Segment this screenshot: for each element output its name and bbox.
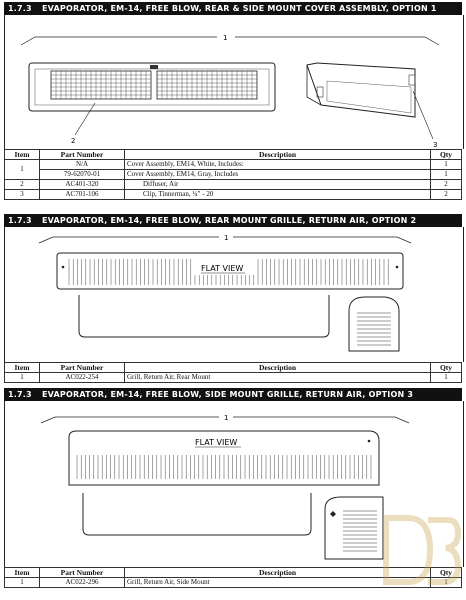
- section-title: EVAPORATOR, EM-14, FREE BLOW, REAR MOUNT GRILLE, RETURN AIR, OPTION 2: [42, 216, 417, 225]
- cell-part: N/A: [40, 160, 125, 170]
- cell-desc: Grill, Return Air, Rear Mount: [125, 373, 431, 383]
- table-row: [5, 170, 462, 180]
- section-header-option-3: [4, 388, 462, 401]
- cell-desc: Cover Assembly, EM14, White, Includes:: [125, 160, 431, 170]
- col-item: Item: [5, 150, 40, 160]
- cell-part: AC401-320: [40, 180, 125, 190]
- callout-2: 2: [71, 137, 76, 145]
- table-row: [5, 190, 462, 200]
- section-title: EVAPORATOR, EM-14, FREE BLOW, REAR & SIDE MOUNT COVER ASSEMBLY, OPTION 1: [42, 4, 437, 13]
- callout-1: 1: [224, 414, 229, 422]
- cell-item: 3: [5, 190, 40, 200]
- cell-item: 1: [5, 160, 40, 180]
- col-item: Item: [5, 568, 40, 578]
- section-number: 1.7.3: [8, 216, 32, 225]
- section-header-option-2: [4, 214, 462, 227]
- flat-view-label: FLAT VIEW: [201, 264, 244, 273]
- cell-desc: Clip, Tinnerman, ¼" - 20: [125, 190, 431, 200]
- col-description: Description: [125, 150, 431, 160]
- cell-qty: 2: [431, 180, 462, 190]
- diagram-panel-option-2: [4, 227, 464, 362]
- col-part-number: Part Number: [40, 150, 125, 160]
- col-qty: Qty: [431, 150, 462, 160]
- table-header-row: [5, 150, 462, 160]
- cell-part: 79-62070-01: [40, 170, 125, 180]
- section-number: 1.7.3: [8, 390, 32, 399]
- cell-qty: 1: [431, 578, 462, 588]
- cell-qty: 1: [431, 373, 462, 383]
- cell-desc: Diffuser, Air: [125, 180, 431, 190]
- callout-3: 3: [433, 141, 438, 149]
- col-description: Description: [125, 363, 431, 373]
- table-row: [5, 160, 462, 170]
- callout-1: 1: [224, 234, 229, 242]
- col-part-number: Part Number: [40, 363, 125, 373]
- col-item: Item: [5, 363, 40, 373]
- parts-table-option-1: [4, 149, 462, 200]
- section-number: 1.7.3: [8, 4, 32, 13]
- cell-desc: Grill, Return Air, Side Mount: [125, 578, 431, 588]
- cell-part: AC022-296: [40, 578, 125, 588]
- table-header-row: [5, 363, 462, 373]
- cell-qty: 1: [431, 170, 462, 180]
- watermark-logo: [378, 510, 462, 596]
- cell-item: 2: [5, 180, 40, 190]
- col-part-number: Part Number: [40, 568, 125, 578]
- table-row: [5, 373, 462, 383]
- cell-item: 1: [5, 578, 40, 588]
- cell-qty: 1: [431, 160, 462, 170]
- cell-item: 1: [5, 373, 40, 383]
- cover-assembly-diagram: [5, 15, 463, 149]
- col-qty: Qty: [431, 363, 462, 373]
- flat-view-label: FLAT VIEW: [195, 438, 238, 447]
- col-description: Description: [125, 568, 431, 578]
- section-title: EVAPORATOR, EM-14, FREE BLOW, SIDE MOUNT GRILLE, RETURN AIR, OPTION 3: [42, 390, 414, 399]
- col-qty: Qty: [431, 568, 462, 578]
- cell-qty: 2: [431, 190, 462, 200]
- section-header-option-1: [4, 2, 462, 15]
- table-row: [5, 180, 462, 190]
- cell-part: AC701-106: [40, 190, 125, 200]
- cell-desc: Cover Assembly, EM14, Gray, Includes: [125, 170, 431, 180]
- diagram-panel-option-1: [4, 15, 464, 149]
- rear-grille-diagram: [5, 227, 463, 362]
- parts-table-option-2: [4, 362, 462, 383]
- cell-part: AC022-254: [40, 373, 125, 383]
- callout-1: 1: [223, 34, 228, 42]
